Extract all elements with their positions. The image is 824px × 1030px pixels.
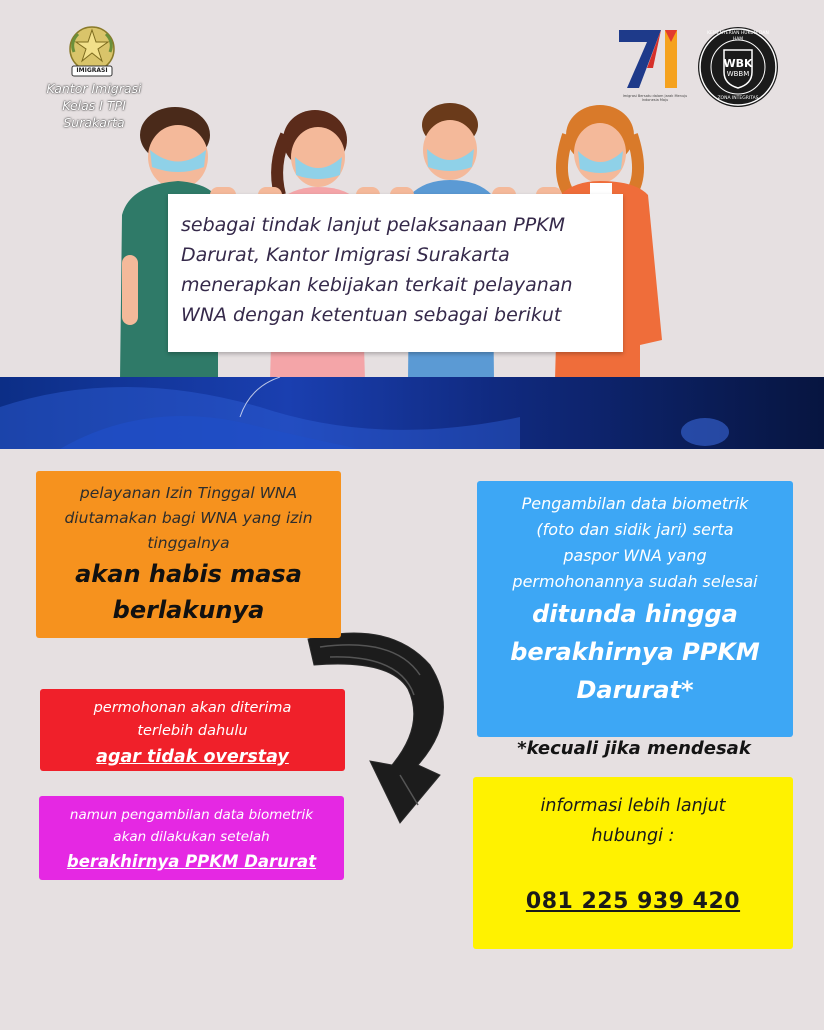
exception-note: *kecuali jika mendesak [517,738,751,759]
magenta-line: namun pengambilan data biometrik [69,807,314,823]
orange-emphasis: akan habis masa [75,560,302,588]
red-line: permohonan akan diterima [93,700,292,716]
wbk-label: WBK [723,57,753,70]
contact-line: hubungi : [591,826,675,846]
contact-box [473,777,793,949]
decorative-band [0,377,824,449]
board-line: menerapkan kebijakan terkait pelayanan [181,274,573,296]
blue-line: permohonannya sudah selesai [512,572,758,591]
contact-phone[interactable]: 081 225 939 420 [525,889,741,914]
blue-emphasis: Darurat* [576,676,694,704]
office-name-line: Kantor Imigrasi [46,81,142,96]
seventy-one-caption: Imigrasi Bersatu dalam Jarak Menuju Indonesia Maju [622,94,688,102]
orange-emphasis: berlakunya [112,596,265,624]
blue-emphasis: berakhirnya PPKM [510,638,760,666]
office-name-line: Surakarta [63,115,125,130]
board-line: sebagai tindak lanjut pelaksanaan PPKM [181,214,565,236]
blue-line: Pengambilan data biometrik [521,494,749,513]
red-line: terlebih dahulu [137,723,248,739]
immigration-badge-text: IMIGRASI [76,67,108,74]
immigration-emblem [62,22,122,82]
application-box [40,689,345,771]
wbk-ring-bottom: ZONA INTEGRITAS [717,96,759,101]
residence-permit-box [36,471,341,638]
office-name-line: Kelas I TPI [62,98,126,113]
wbk-ring-top: KEMENTERIAN HUKUM DAN HAM [707,31,769,42]
wbbm-label: WBBM [726,70,750,78]
blue-line: paspor WNA yang [563,546,707,565]
board-line: Darurat, Kantor Imigrasi Surakarta [181,244,510,266]
wave-shapes-icon [0,377,824,449]
blue-emphasis: ditunda hingga [532,600,738,628]
blue-line: (foto dan sidik jari) serta [536,520,734,539]
red-emphasis: agar tidak overstay [96,747,289,767]
wbk-badge [697,26,779,108]
biometric-postponed-box [477,481,793,737]
board-line: WNA dengan ketentuan sebagai berikut [181,304,562,326]
orange-line: pelayanan Izin Tinggal WNA [79,484,298,502]
orange-line: diutamakan bagi WNA yang izin [64,509,313,527]
biometric-later-box [39,796,344,880]
seventy-one-logo [617,28,687,92]
board-message [181,210,621,330]
orange-line: tinggalnya [147,534,230,552]
magenta-line: akan dilakukan setelah [113,829,270,845]
magenta-emphasis: berakhirnya PPKM Darurat [66,852,317,871]
contact-line: informasi lebih lanjut [540,796,726,816]
seventy-one-logo-icon [617,28,687,92]
